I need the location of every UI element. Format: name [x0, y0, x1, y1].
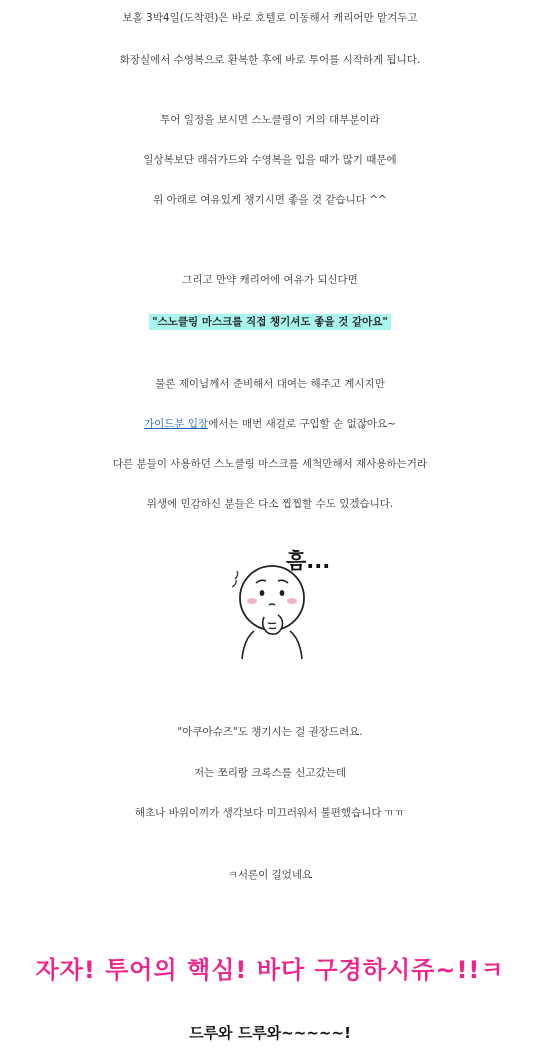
paragraph: 해초나 바위이끼가 생각보다 미끄러워서 불편했습니다 ㅠㅠ [134, 807, 406, 819]
highlight-text: "스노클링 마스크를 직접 챙기셔도 좋을 것 같아요" [149, 314, 391, 330]
paragraph: ㅋ서론이 길었네요 [227, 869, 313, 881]
guide-text: 에서는 매번 새걸로 구입할 순 없잖아요~ [208, 418, 396, 430]
highlight-line [0, 314, 540, 330]
section-title: 자자! 투어의 핵심! 바다 구경하시쥬~!!ㅋ [35, 956, 505, 984]
paragraph: 저는 쪼리랑 크록스를 신고갔는데 [193, 767, 346, 779]
paragraph: 그리고 만약 캐리어에 여유가 되신다면 [182, 274, 358, 286]
thinking-illustration [232, 543, 331, 663]
paragraph: 위생에 민감하신 분들은 다소 찝찝할 수도 있겠습니다. [146, 498, 394, 510]
paragraph: 위 아래로 여유있게 챙기시면 좋을 것 같습니다 ^^ [153, 194, 387, 206]
paragraph: "아쿠아슈즈"도 챙기시는 걸 권장드려요. [177, 726, 363, 738]
paragraph: 물론 제이님께서 준비해서 대여는 해주고 계시지만 [155, 378, 385, 390]
drum-text: 드루와 드루와~~~~~! [189, 1024, 351, 1042]
hmm-text: 흠... [286, 549, 331, 573]
paragraph: 다른 분들이 사용하던 스노클링 마스크를 세척만해서 재사용하는거라 [112, 458, 428, 470]
paragraph: 보홀 3박4일(도착편)은 바로 호텔로 이동해서 캐리어만 맡겨두고 [122, 12, 418, 24]
paragraph: 투어 일정을 보시면 스노클링이 거의 대부분이라 [160, 114, 380, 126]
paragraph: 일상복보단 래쉬가드와 수영복을 입을 때가 많기 때문에 [143, 154, 397, 166]
guide-link[interactable]: 가이드분 입장 [144, 418, 209, 430]
paragraph [0, 416, 540, 432]
paragraph: 화장실에서 수영복으로 환복한 후에 바로 투어를 시작하게 됩니다. [119, 54, 421, 66]
